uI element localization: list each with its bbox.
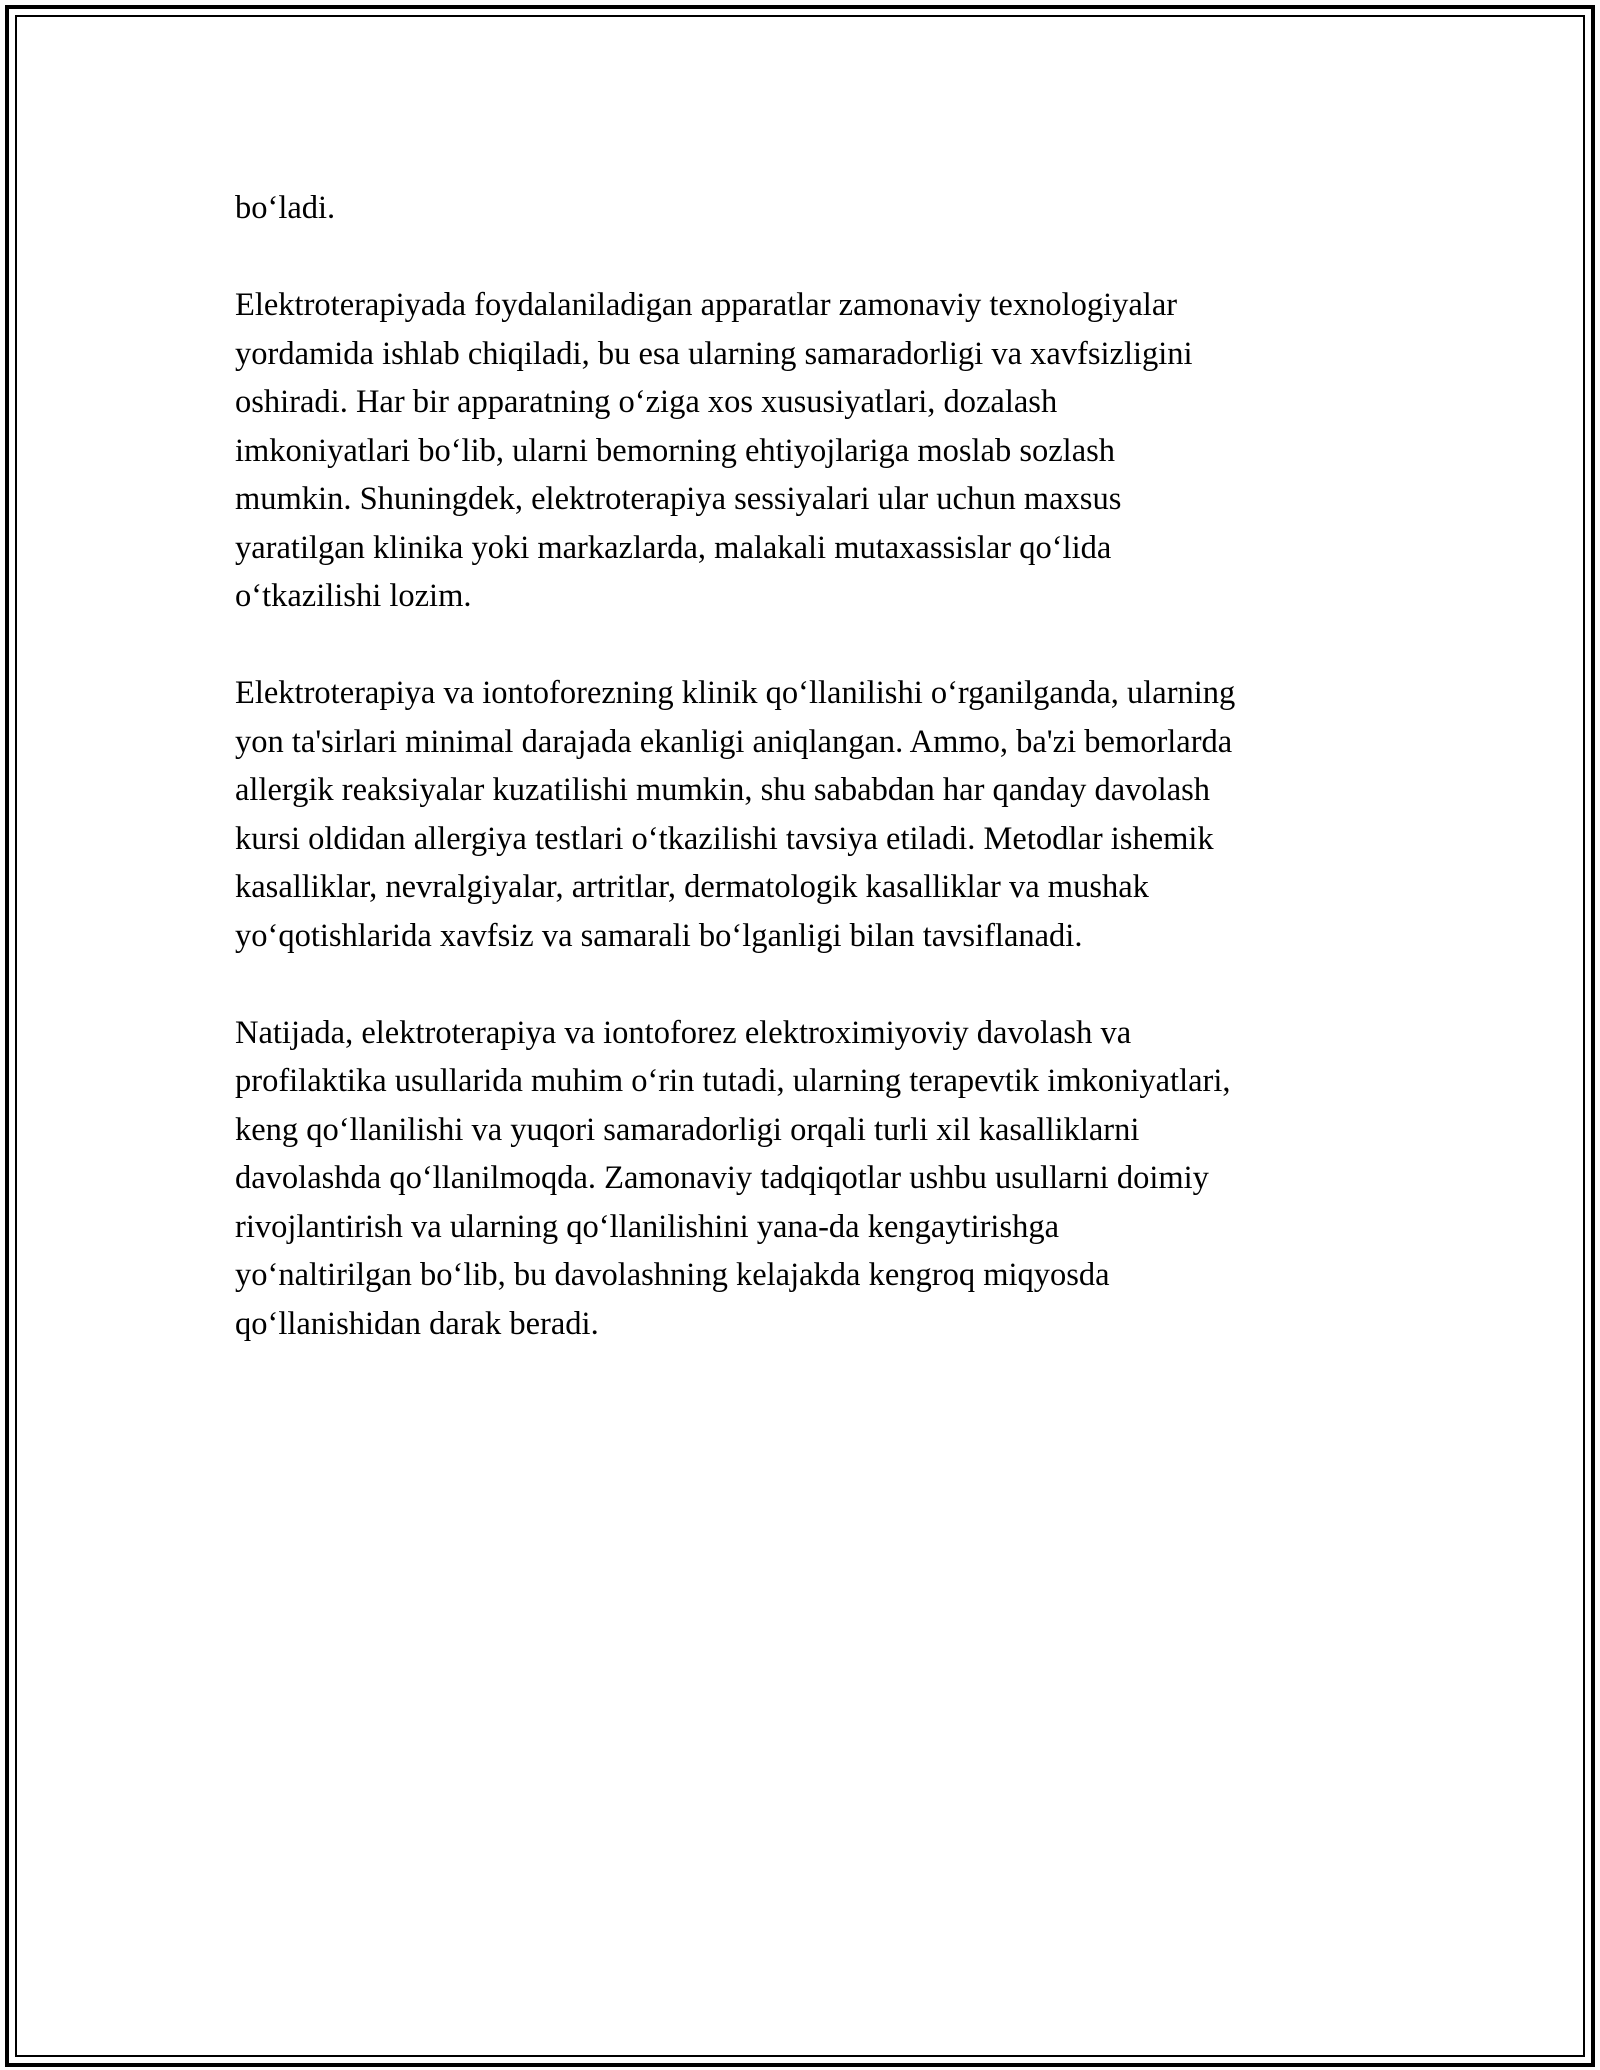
paragraph-conclusion: Natijada, elektroterapiya va iontoforez elektroximiyoviy davolash va profilaktika usullarida muhim o‘rin tutadi, ularning terapevtik imkoniyatlari, keng qo‘llanilishi va yuqori samaradorligi orqali turli xil kasalliklarni davolashda qo‘llanilmoqda. Zamonaviy tadqiqotlar ushbu usullarni doimiy rivojlantirish va ularning qo‘llanilishini yana-da kengaytirishga yo‘naltirilgan bo‘lib, bu davolashning kelajakda kengroq miqyosda qo‘llanishidan darak beradi. <box>235 1014 1231 1342</box>
document-body <box>235 184 1395 1397</box>
paragraph-continuation: bo‘ladi. <box>235 190 336 226</box>
paragraph-apparatus: Elektroterapiyada foydalaniladigan apparatlar zamonaviy texnologiyalar yordamida ishlab chiqiladi, bu esa ularning samaradorligi va xavfsizligini oshiradi. Har bir apparatning o‘ziga xos xususiyatlari, dozalash imkoniyatlari bo‘lib, ularni bemorning ehtiyojlariga moslab sozlash mumkin. Shuningdek, elektroterapiya sessiyalari ular uchun maxsus yaratilgan klinika yoki markazlarda, malakali mutaxassislar qo‘lida o‘tkazilishi lozim. <box>235 287 1193 614</box>
paragraph-side-effects: Elektroterapiya va iontoforezning klinik qo‘llanilishi o‘rganilganda, ularning yon ta'sirlari minimal darajada ekanligi aniqlangan. Ammo, ba'zi bemorlarda allergik reaksiyalar kuzatilishi mumkin, shu sababdan har qanday davolash kursi oldidan allergiya testlari o‘tkazilishi tavsiya etiladi. Metodlar ishemik kasalliklar, nevralgiyalar, artritlar, dermatologik kasalliklar va mushak yo‘qotishlarida xavfsiz va samarali bo‘lganligi bilan tavsiflanadi. <box>235 675 1236 954</box>
